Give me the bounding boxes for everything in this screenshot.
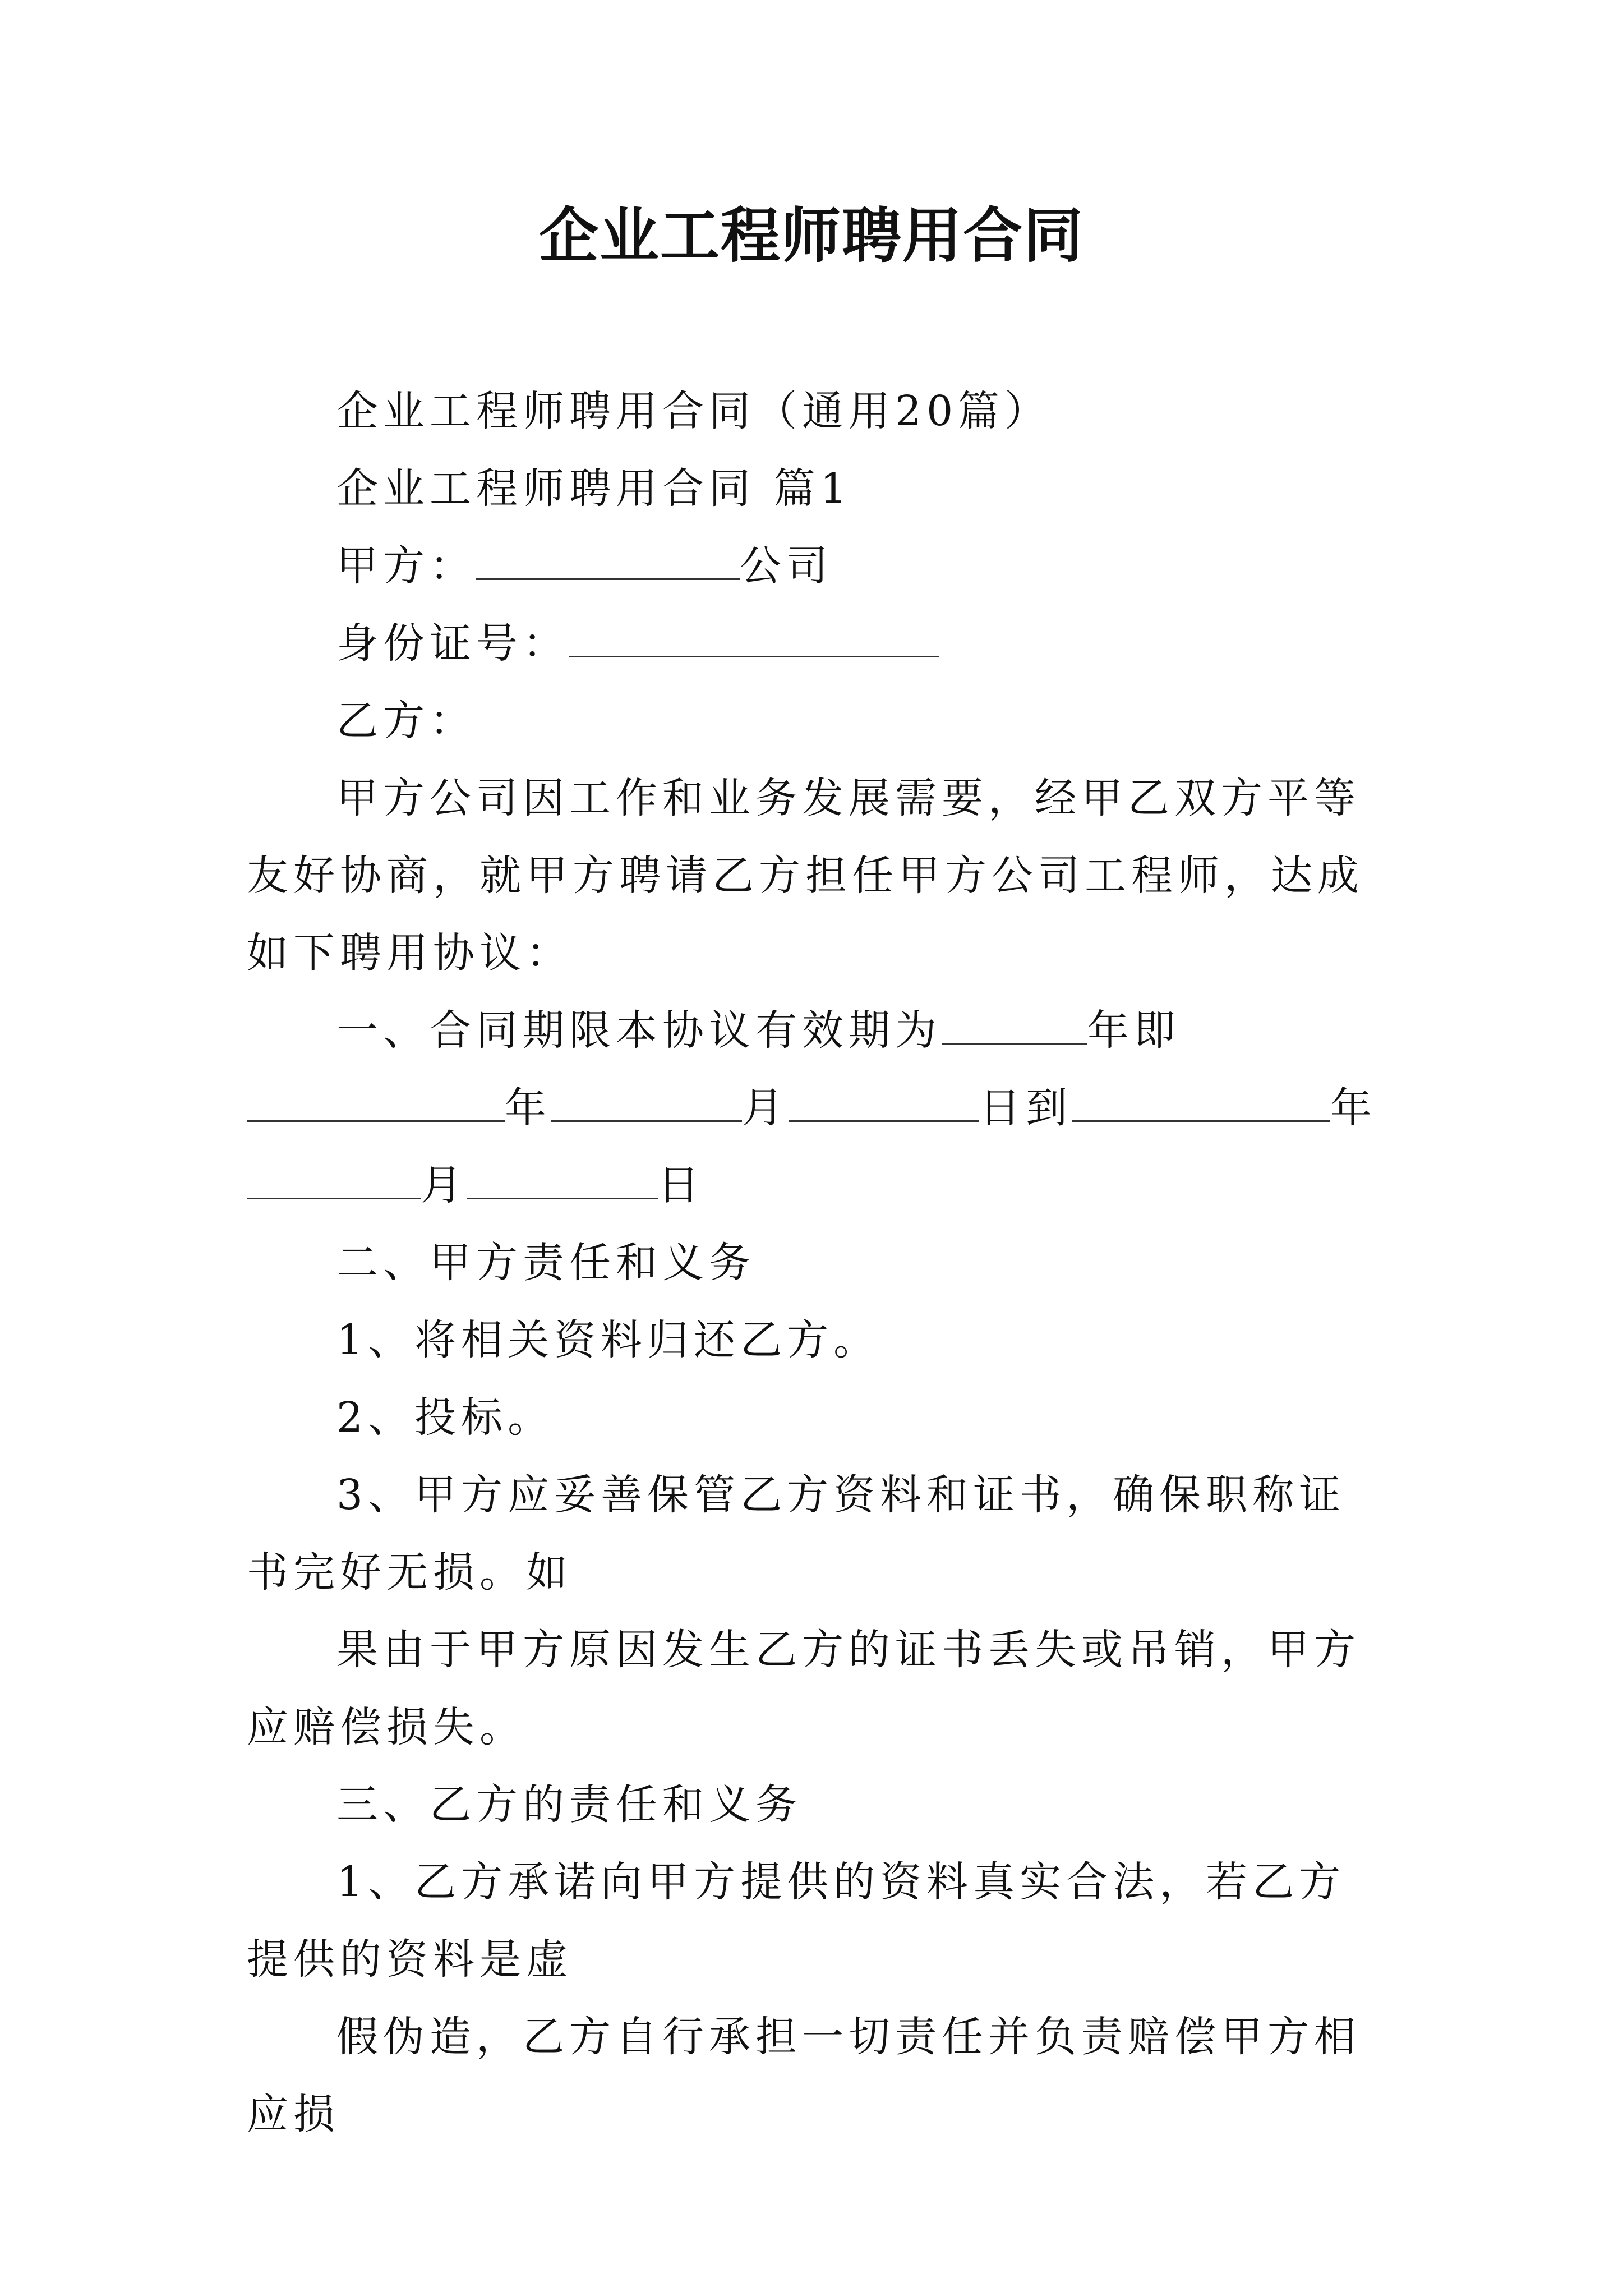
blank-line [247,1164,421,1199]
paragraph: 企业工程师聘用合同（通用20篇） [336,387,1052,435]
party-b-label: 乙方： [336,697,476,745]
text-segment: 年 [505,1084,551,1132]
id-number-line [247,605,1385,682]
text-segment: 一、合同期限本协议有效期为 [336,1006,942,1055]
blank-line [551,1087,742,1122]
contract-term-paragraph [247,992,1385,1224]
section-heading: 三、乙方的责任和义务 [336,1780,802,1829]
paragraph: 1、将相关资料归还乙方。 [336,1316,880,1364]
text-segment: 年 [1330,1084,1377,1132]
text-segment: 日到 [979,1084,1072,1132]
party-a-line [247,527,1385,605]
paragraph: 2、投标。 [336,1393,555,1442]
section-heading: 二、甲方责任和义务 [336,1239,755,1287]
document-title: 企业工程师聘用合同 [539,200,1084,270]
blank-line [942,1009,1087,1045]
paragraph: 假伪造，乙方自行承担一切责任并负责赔偿甲方相应损 [247,2013,1361,2138]
id-number-label: 身份证号： [336,619,569,668]
text-segment: 年即 [1087,1006,1181,1055]
blank-line [247,1087,505,1122]
paragraph: 企业工程师聘用合同 篇1 [336,464,852,513]
paragraph: 甲方公司因工作和业务发展需要，经甲乙双方平等友好协商，就甲方聘请乙方担任甲方公司工程师，达成如下聘用协议： [247,774,1364,977]
blank-line [569,622,939,657]
text-segment: 月 [742,1084,789,1132]
blank-line [789,1087,979,1122]
paragraph: 果由于甲方原因发生乙方的证书丢失或吊销，甲方应赔偿损失。 [247,1626,1361,1751]
text-segment: 月 [421,1161,467,1209]
blank-line [476,545,740,580]
party-a-label: 甲方： [336,542,476,590]
paragraph: 3、甲方应妥善保管乙方资料和证书，确保职称证书完好无损。如 [247,1471,1346,1596]
text-segment: 日 [658,1161,704,1209]
company-label: 公司 [740,542,833,590]
blank-line [1072,1087,1330,1122]
blank-line [467,1164,658,1199]
paragraph: 1、乙方承诺向甲方提供的资料真实合法，若乙方提供的资料是虚 [247,1858,1346,1984]
document-body [247,372,1385,2153]
